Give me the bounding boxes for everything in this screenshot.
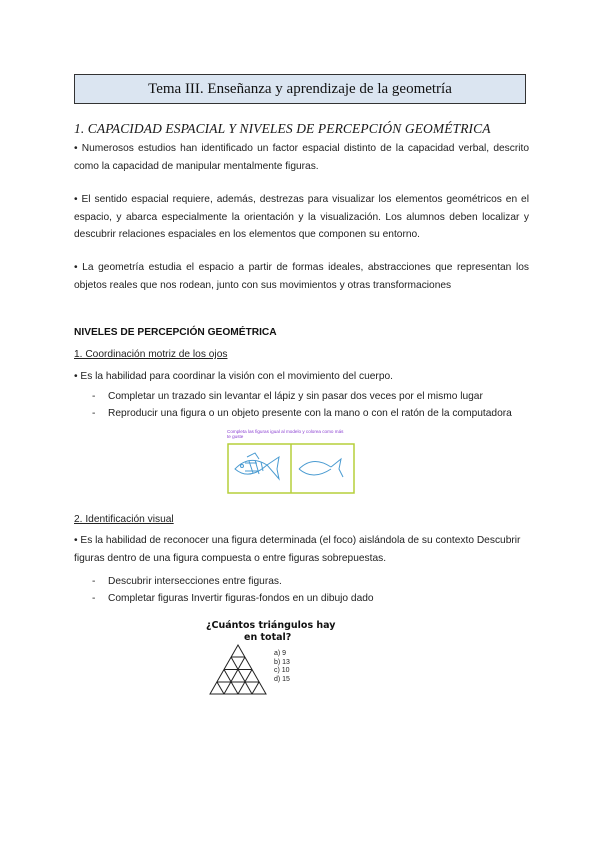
fish-model-icon — [235, 453, 279, 479]
level1-description: • Es la habilidad para coordinar la visión con el movimiento del cuerpo. — [74, 371, 393, 382]
triangle-puzzle-figure — [206, 618, 356, 698]
paragraph-2: • El sentido espacial requiere, además, destrezas para visualizar los elementos geométricos en el espacio, y abarca especialmente la orientación y la visualización. Los alumnos deben localizar y descubrir relaciones espaciales en los elementos que componen su entorno. — [74, 194, 529, 240]
puzzle-option-b: b) 13 — [274, 658, 290, 666]
puzzle-question-line2: en total? — [244, 632, 292, 643]
level2-heading: 2. Identificación visual — [74, 514, 174, 525]
levels-heading: NIVELES DE PERCEPCIÓN GEOMÉTRICA — [74, 327, 277, 338]
section-heading: 1. CAPACIDAD ESPACIAL Y NIVELES DE PERCEPCIÓN GEOMÉTRICA — [74, 121, 491, 136]
level2-item-1: - Descubrir intersecciones entre figuras. — [92, 576, 282, 587]
puzzle-option-a: a) 9 — [274, 650, 287, 657]
level1-item-2: - Reproducir una figura o un objeto presente con la mano o con el ratón de la computadora — [92, 408, 512, 419]
level1-heading: 1. Coordinación motriz de los ojos — [74, 349, 228, 360]
level1-item-2-text: Reproducir una figura o un objeto presente con la mano o con el ratón de la computadora — [108, 408, 512, 419]
page-title: Tema III. Enseñanza y aprendizaje de la geometría — [74, 74, 526, 104]
level1-item-1: - Completar un trazado sin levantar el lápiz y sin pasar dos veces por el mismo lugar — [92, 391, 483, 402]
level2-item-2: - Completar figuras Invertir figuras-fondos en un dibujo dado — [92, 593, 374, 604]
puzzle-option-d: d) 15 — [274, 675, 290, 683]
paragraph-3: • La geometría estudia el espacio a partir de formas ideales, abstracciones que representan los objetos reales que nos rodean, junto con sus movimientos y otras transformaciones — [74, 262, 529, 291]
paragraph-1: • Numerosos estudios han identificado un factor espacial distinto de la capacidad verbal, descrito como la capacidad de manipular mentalmente figuras. — [74, 143, 529, 172]
triangle-grid-icon — [208, 644, 268, 696]
fish-figure-caption: Completa las figuras igual al modelo y colorea como más te guste — [227, 429, 344, 439]
fish-incomplete-icon — [299, 459, 343, 477]
level2-item-2-text: Completar figuras Invertir figuras-fondos en un dibujo dado — [108, 593, 374, 604]
puzzle-option-c: c) 10 — [274, 667, 290, 674]
puzzle-question-line1: ¿Cuántos triángulos hay — [206, 620, 336, 631]
level2-item-1-text: Descubrir intersecciones entre figuras. — [108, 576, 282, 587]
fish-drawing-figure — [227, 429, 355, 494]
level1-item-1-text: Completar un trazado sin levantar el lápiz y sin pasar dos veces por el mismo lugar — [108, 391, 483, 402]
puzzle-options — [274, 650, 290, 684]
level2-description: • Es la habilidad de reconocer una figura determinada (el foco) aislándola de su contexto Descubrir figuras dentro de una figura compuesta o entre figuras sobrepuestas. — [74, 535, 521, 564]
